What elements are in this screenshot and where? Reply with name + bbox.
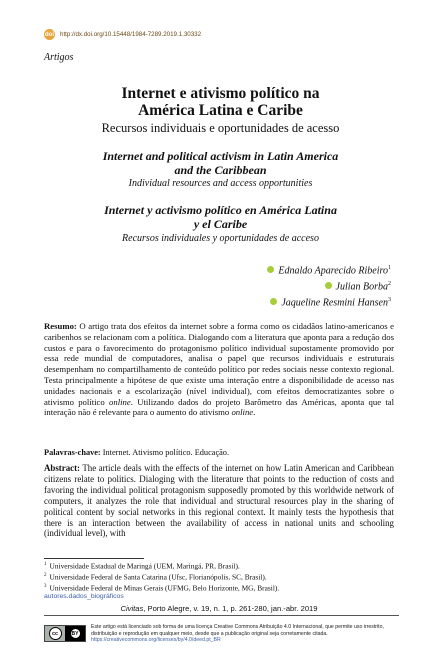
title-es-line2: y el Caribe [193,216,248,231]
author-item [267,278,391,294]
abstract-en-label: Abstract: [44,463,80,473]
orcid-icon[interactable] [325,282,332,289]
author-name: Julian Borba$^2$ [335,280,391,293]
abstract-pt: Resumo: O artigo trata dos efeitos da internet sobre a forma como os cidadãos latino-americanos e caribenhos se relacionam com a política. Dialogando com a literatura que aponta para a redução dos custos e para o favorecimento do protagonismo político individual supostamente promovido por essa rede mundial de computadores, analisa o papel que recursos individuais e estruturais desempenham no compartilhamento de conteúdo político por redes sociais nesse contexto regional. Testa principalmente a hipótese de que existe uma interação entre a disponibilidade de acesso nas unidades nacionais e a escolarização (nível individual), com efeitos democratizantes sobre o ativismo político online. Utilizando dados do projeto Barômetro das Américas, aponta que tal interação não é relevante para o aumento do ativismo online. [44,321,395,418]
subtitle-pt: Recursos individuais e oportunidades de acesso [101,121,340,135]
footnote-divider [44,558,144,559]
footnote-item: $^2$ Universidade Federal de Santa Catarina (Ufsc, Florianópolis, SC, Brasil). [44,572,267,582]
author-name: Ednaldo Aparecido Ribeiro$^1$ [278,265,391,277]
title-pt-line1: Internet e ativismo político na [121,85,320,102]
title-pt-line2: América Latina e Caribe [138,102,303,119]
orcid-icon[interactable] [270,298,277,305]
license-link[interactable]: https://creativecommons.org/licenses/by/4.0/deed.pt_BR [91,637,221,644]
footnotes [44,560,279,602]
cc-icon: cc [49,627,62,640]
title-en [40,150,401,177]
journal-name: Civitas [120,604,144,613]
title-en-line1: Internet and political activism in Latin America [102,149,339,163]
footnote-item: $^1$ Universidade Estadual de Maringá (UEM, Maringá, PR, Brasil). [44,561,240,571]
subtitle-es: Recursos individuales y oportunidades de acceso [122,233,319,244]
author-name: Jaqueline Resmini Hansen$^3$ [281,296,391,308]
title-es [40,204,401,231]
abstract-en: Abstract: The article deals with the effects of the internet on how Latin American and Caribbean citizens relate to politics. Dialoging with the literature that points to the reduction of costs and favoring the individual political protagonism supposedly promoted by this worldwide network of computers, it analyzes the role that individual and structural resources play in the sharing of political content by social networks in this regional context. It mainly tests the hypothesis that there is an interaction between the availability of access in national units and schooling (individual level), with [44,463,394,539]
footnote-item: $^3$ Universidade Federal de Minas Gerais (UFMG, Belo Horizonte, MG, Brasil). [44,583,280,592]
by-icon: BY [71,630,79,637]
keywords-pt: Palavras-chave: Internet. Ativismo político. Educação. [44,448,230,457]
journal-citation: Civitas, Porto Alegre, v. 19, n. 1, p. 261-280, jan.-abr. 2019 [120,604,318,613]
license-text: Este artigo está licenciado sob forma de uma licença Creative Commons Atribuição 4.0 Internacional, que permite uso irrestrito, distribuição e reprodução em qualquer meio, desde que a publicação original seja corretamente citada. https://creativecommons.org/licenses/by/4.0/deed.pt_BR [91,624,384,644]
author-data-link[interactable]: autores.dados_biográficos [44,593,124,601]
orcid-icon[interactable] [267,266,274,273]
subtitle-en: Individual resources and access opportunities [128,178,313,189]
doi-icon: doi [44,29,55,40]
author-item [267,294,391,310]
keywords-label: Palavras-chave: [44,448,101,457]
abstract-pt-label: Resumo: [44,321,77,331]
title-pt [40,85,401,119]
section-label: Artigos [44,52,74,63]
author-item [267,262,391,278]
title-es-line1: Internet y activismo político en América Latina [104,203,337,217]
title-en-line2: and the Caribbean [174,162,267,177]
cc-license-badge[interactable] [44,625,86,642]
author-list [267,262,391,309]
doi-row[interactable] [44,29,201,40]
doi-link[interactable]: http://dx.doi.org/10.15448/1984-7289.2019.1.30332 [60,31,202,38]
journal-divider [44,615,399,616]
